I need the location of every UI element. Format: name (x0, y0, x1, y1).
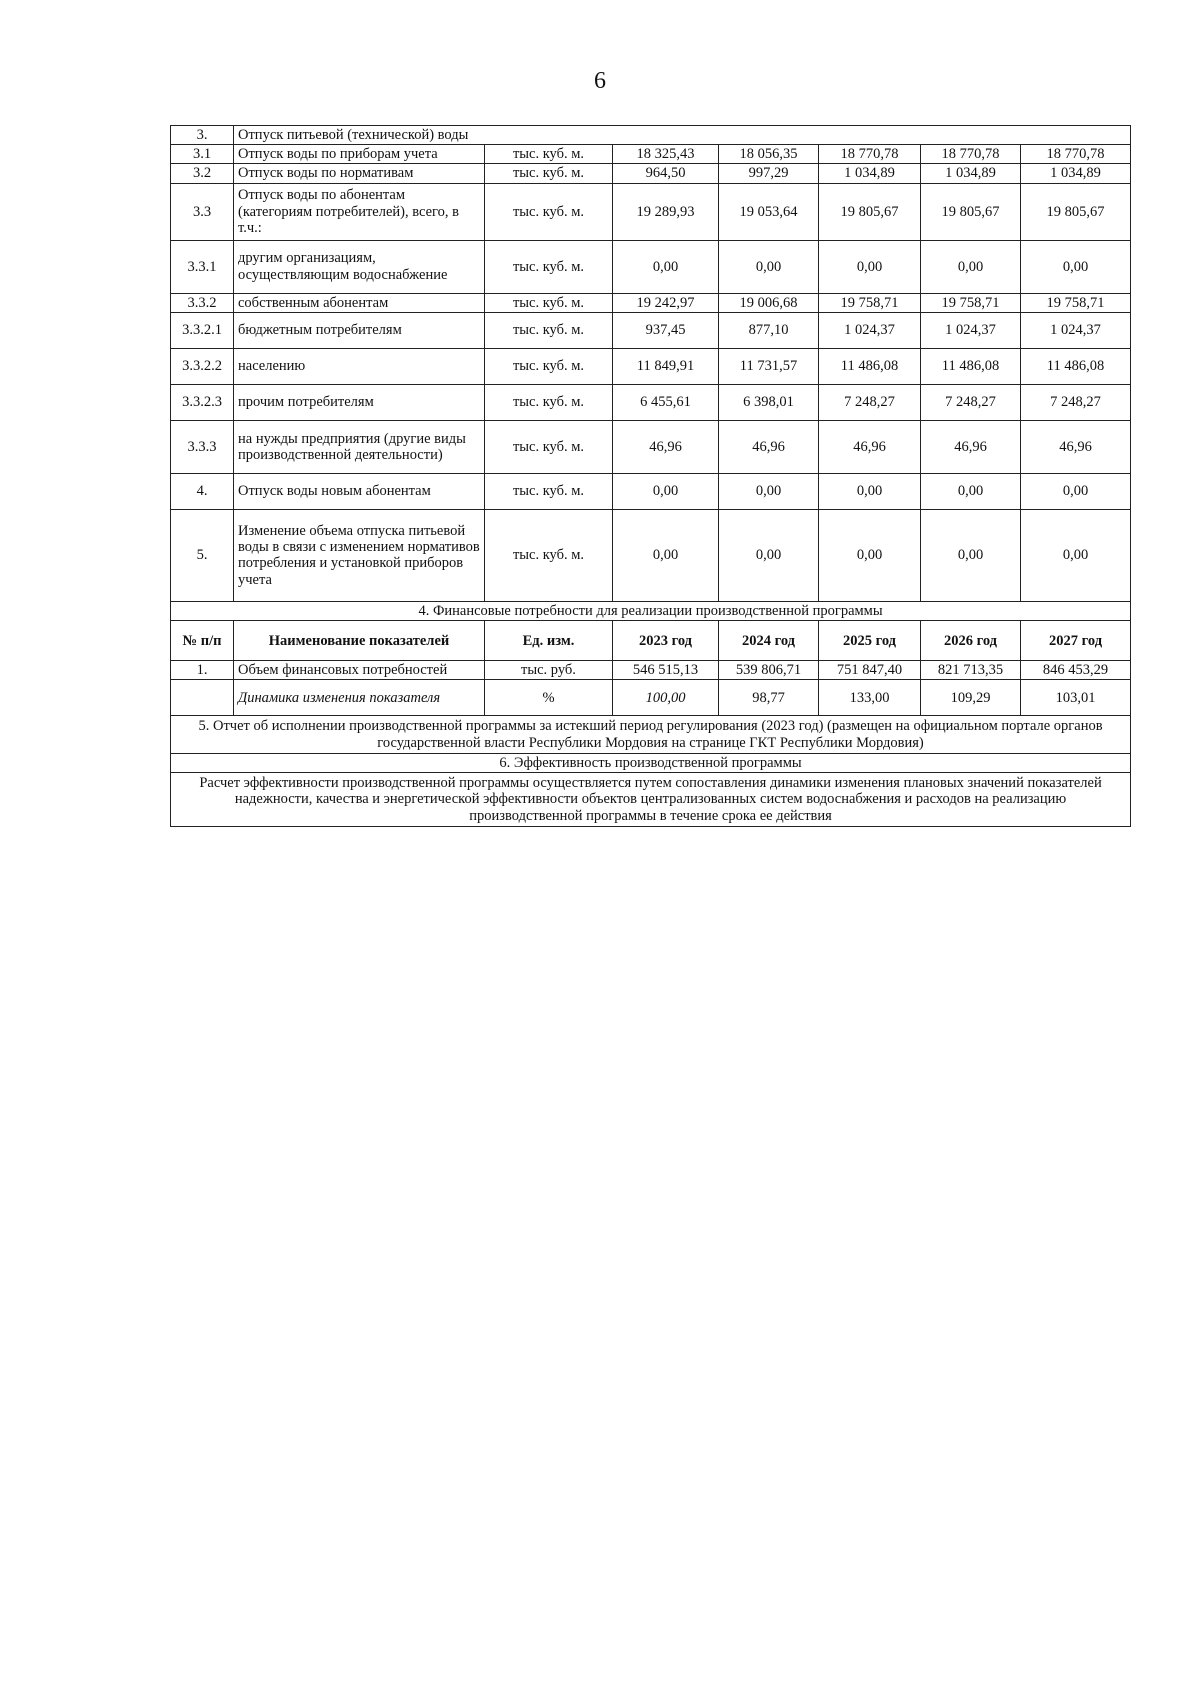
row-value: 19 289,93 (613, 183, 719, 240)
row-name: бюджетным потребителям (234, 312, 485, 348)
row-value: 19 805,67 (1021, 183, 1131, 240)
table-row (171, 164, 1131, 183)
row-value: 11 486,08 (1021, 348, 1131, 384)
finance-row-num: 1. (171, 661, 234, 680)
row-value: 0,00 (819, 473, 921, 509)
header-year: 2023 год (613, 621, 719, 661)
row-value: 7 248,27 (1021, 384, 1131, 420)
section3-num: 3. (171, 126, 234, 145)
row-unit: тыс. куб. м. (485, 509, 613, 601)
row-num: 3.3.2 (171, 293, 234, 312)
row-value: 0,00 (1021, 473, 1131, 509)
row-value: 46,96 (613, 420, 719, 473)
row-name: собственным абонентам (234, 293, 485, 312)
row-value: 1 034,89 (1021, 164, 1131, 183)
row-unit: тыс. куб. м. (485, 145, 613, 164)
row-name: прочим потребителям (234, 384, 485, 420)
section6-text-row (171, 773, 1131, 827)
header-year: 2025 год (819, 621, 921, 661)
row-value: 7 248,27 (819, 384, 921, 420)
row-value: 0,00 (613, 240, 719, 293)
row-unit: тыс. куб. м. (485, 183, 613, 240)
header-year: 2026 год (921, 621, 1021, 661)
finance-row-value: 109,29 (921, 680, 1021, 716)
row-unit: тыс. куб. м. (485, 473, 613, 509)
row-value: 11 486,08 (921, 348, 1021, 384)
table-row (171, 509, 1131, 601)
row-unit: тыс. куб. м. (485, 420, 613, 473)
row-value: 0,00 (921, 240, 1021, 293)
row-value: 0,00 (1021, 240, 1131, 293)
row-value: 18 770,78 (819, 145, 921, 164)
row-value: 11 849,91 (613, 348, 719, 384)
row-value: 19 758,71 (1021, 293, 1131, 312)
row-name: на нужды предприятия (другие виды производственной деятельности) (234, 420, 485, 473)
production-program-table (170, 125, 1131, 827)
row-name: Отпуск воды по приборам учета (234, 145, 485, 164)
row-value: 18 770,78 (921, 145, 1021, 164)
finance-row-value: 546 515,13 (613, 661, 719, 680)
row-value: 19 758,71 (819, 293, 921, 312)
row-value: 1 024,37 (1021, 312, 1131, 348)
row-value: 19 242,97 (613, 293, 719, 312)
row-unit: тыс. куб. м. (485, 164, 613, 183)
row-num: 4. (171, 473, 234, 509)
section5-row (171, 716, 1131, 753)
row-value: 0,00 (719, 509, 819, 601)
row-value: 997,29 (719, 164, 819, 183)
row-num: 3.3.1 (171, 240, 234, 293)
row-value: 0,00 (819, 509, 921, 601)
section4-title-row (171, 601, 1131, 620)
row-value: 11 731,57 (719, 348, 819, 384)
finance-row (171, 680, 1131, 716)
row-unit: тыс. куб. м. (485, 384, 613, 420)
row-value: 0,00 (921, 473, 1021, 509)
finance-row-value: 821 713,35 (921, 661, 1021, 680)
section4-header-row (171, 621, 1131, 661)
row-num: 3.3.3 (171, 420, 234, 473)
section4-title: 4. Финансовые потребности для реализации производственной программы (171, 601, 1131, 620)
section6-title-row (171, 753, 1131, 772)
finance-row-num (171, 680, 234, 716)
row-value: 7 248,27 (921, 384, 1021, 420)
header-year: 2027 год (1021, 621, 1131, 661)
row-value: 46,96 (921, 420, 1021, 473)
row-name: Отпуск воды по абонентам (категориям потребителей), всего, в т.ч.: (234, 183, 485, 240)
finance-row-unit: % (485, 680, 613, 716)
header-name: Наименование показателей (234, 621, 485, 661)
row-name: Отпуск воды новым абонентам (234, 473, 485, 509)
row-value: 6 398,01 (719, 384, 819, 420)
finance-row-value: 133,00 (819, 680, 921, 716)
row-value: 937,45 (613, 312, 719, 348)
finance-row-value: 98,77 (719, 680, 819, 716)
row-value: 0,00 (1021, 509, 1131, 601)
row-unit: тыс. куб. м. (485, 348, 613, 384)
finance-row (171, 661, 1131, 680)
row-value: 19 805,67 (819, 183, 921, 240)
row-value: 0,00 (921, 509, 1021, 601)
row-num: 3.3 (171, 183, 234, 240)
row-value: 0,00 (613, 473, 719, 509)
row-value: 1 034,89 (819, 164, 921, 183)
row-value: 0,00 (613, 509, 719, 601)
finance-row-name: Объем финансовых потребностей (234, 661, 485, 680)
row-value: 1 024,37 (921, 312, 1021, 348)
finance-row-value: 539 806,71 (719, 661, 819, 680)
finance-row-name: Динамика изменения показателя (234, 680, 485, 716)
finance-row-value: 100,00 (613, 680, 719, 716)
finance-row-unit: тыс. руб. (485, 661, 613, 680)
row-name: другим организациям, осуществляющим водоснабжение (234, 240, 485, 293)
row-value: 18 325,43 (613, 145, 719, 164)
table-row (171, 240, 1131, 293)
section3-title: Отпуск питьевой (технической) воды (234, 126, 1131, 145)
row-value: 0,00 (819, 240, 921, 293)
row-name: Изменение объема отпуска питьевой воды в связи с изменением нормативов потребления и установкой приборов учета (234, 509, 485, 601)
row-unit: тыс. куб. м. (485, 293, 613, 312)
row-num: 3.2 (171, 164, 234, 183)
row-unit: тыс. куб. м. (485, 312, 613, 348)
header-num: № п/п (171, 621, 234, 661)
row-value: 19 805,67 (921, 183, 1021, 240)
row-value: 964,50 (613, 164, 719, 183)
row-value: 19 006,68 (719, 293, 819, 312)
row-value: 18 770,78 (1021, 145, 1131, 164)
finance-row-value: 751 847,40 (819, 661, 921, 680)
table-row (171, 348, 1131, 384)
table-row (171, 293, 1131, 312)
row-value: 19 758,71 (921, 293, 1021, 312)
row-value: 46,96 (819, 420, 921, 473)
finance-row-value: 846 453,29 (1021, 661, 1131, 680)
row-value: 18 056,35 (719, 145, 819, 164)
section3-header-row (171, 126, 1131, 145)
row-value: 1 024,37 (819, 312, 921, 348)
table-row (171, 312, 1131, 348)
header-unit: Ед. изм. (485, 621, 613, 661)
row-value: 1 034,89 (921, 164, 1021, 183)
row-num: 3.3.2.3 (171, 384, 234, 420)
table-row (171, 145, 1131, 164)
row-num: 3.1 (171, 145, 234, 164)
row-value: 19 053,64 (719, 183, 819, 240)
row-num: 5. (171, 509, 234, 601)
table-body (171, 126, 1131, 827)
row-unit: тыс. куб. м. (485, 240, 613, 293)
row-value: 0,00 (719, 240, 819, 293)
table-row (171, 384, 1131, 420)
row-value: 6 455,61 (613, 384, 719, 420)
section6-text: Расчет эффективности производственной программы осуществляется путем сопоставления динамики изменения плановых значений показателей надежности, качества и энергетической эффективности объектов централизованных систем водоснабжения и расходов на реализацию производственной программы в течение срока ее действия (171, 773, 1131, 827)
row-value: 46,96 (1021, 420, 1131, 473)
finance-row-value: 103,01 (1021, 680, 1131, 716)
table-row (171, 183, 1131, 240)
row-name: Отпуск воды по нормативам (234, 164, 485, 183)
row-value: 0,00 (719, 473, 819, 509)
header-year: 2024 год (719, 621, 819, 661)
row-value: 877,10 (719, 312, 819, 348)
row-num: 3.3.2.1 (171, 312, 234, 348)
row-name: населению (234, 348, 485, 384)
section6-title: 6. Эффективность производственной программы (171, 753, 1131, 772)
row-value: 11 486,08 (819, 348, 921, 384)
table-row (171, 473, 1131, 509)
section5-title: 5. Отчет об исполнении производственной программы за истекший период регулирования (2023 год) (размещен на официальном портале органов государственной власти Республики Мордовия на странице ГКТ Республики Мордовия) (171, 716, 1131, 753)
row-value: 46,96 (719, 420, 819, 473)
table-row (171, 420, 1131, 473)
row-num: 3.3.2.2 (171, 348, 234, 384)
page-number: 6 (594, 68, 606, 94)
